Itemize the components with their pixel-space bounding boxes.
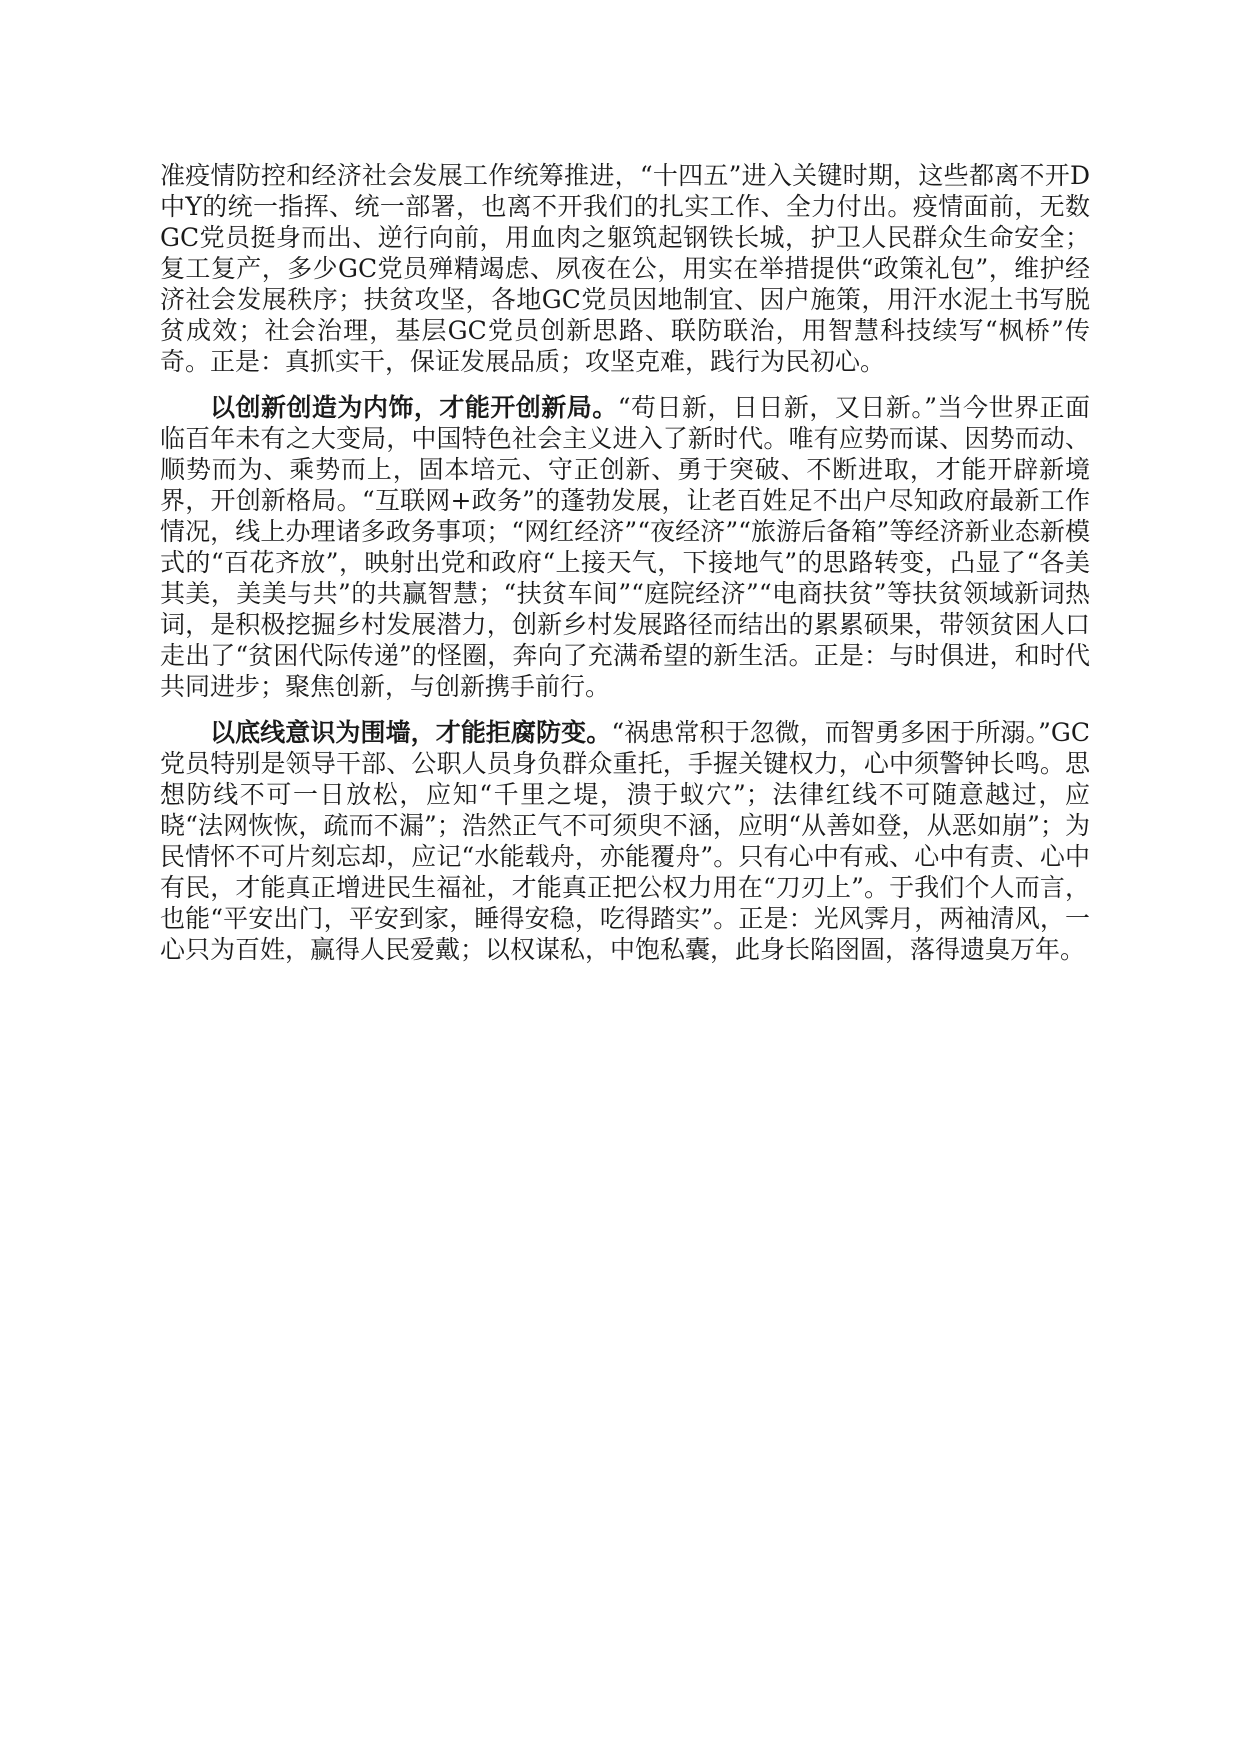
paragraph-2 — [160, 392, 1090, 702]
paragraph-3-lead: 以底线意识为围墙，才能拒腐防变。 — [210, 718, 612, 747]
paragraph-3 — [160, 717, 1090, 965]
paragraph-2-text: “苟日新，日日新，又日新。”当今世界正面临百年未有之大变局，中国特色社会主义进入了新时代。唯有应势而谋、因势而动、顺势而为、乘势而上，固本培元、守正创新、勇于突破、不断进取，才能开辟新境界，开创新格局。“互联网+政务”的蓬勃发展，让老百姓足不出户尽知政府最新工作情况，线上办理诸多政务事项；“网红经济”“夜经济”“旅游后备箱”等经济新业态新模式的“百花齐放”，映射出党和政府“上接天气，下接地气”的思路转变，凸显了“各美其美，美美与共”的共赢智慧；“扶贫车间”“庭院经济”“电商扶贫”等扶贫领域新词热词，是积极挖掘乡村发展潜力，创新乡村发展路径而结出的累累硕果，带领贫困人口走出了“贫困代际传递”的怪圈，奔向了充满希望的新生活。正是：与时俱进，和时代共同进步；聚焦创新，与创新携手前行。 — [160, 393, 1090, 701]
paragraph-3-text: “祸患常积于忽微，而智勇多困于所溺。”GC党员特别是领导干部、公职人员身负群众重托，手握关键权力，心中须警钟长鸣。思想防线不可一日放松，应知“千里之堤，溃于蚁穴”；法律红线不可随意越过，应晓“法网恢恢，疏而不漏”；浩然正气不可须臾不涵，应明“从善如登，从恶如崩”；为民情怀不可片刻忘却，应记“水能载舟，亦能覆舟”。只有心中有戒、心中有责、心中有民，才能真正增进民生福祉，才能真正把公权力用在“刀刃上”。于我们个人而言，也能“平安出门，平安到家，睡得安稳，吃得踏实”。正是：光风霁月，两袖清风，一心只为百姓，赢得人民爱戴；以权谋私，中饱私囊，此身长陷囹圄，落得遗臭万年。 — [160, 718, 1090, 964]
paragraph-1-text: 准疫情防控和经济社会发展工作统筹推进，“十四五”进入关键时期，这些都离不开D中Y的统一指挥、统一部署，也离不开我们的扎实工作、全力付出。疫情面前，无数GC党员挺身而出、逆行向前，用血肉之躯筑起钢铁长城，护卫人民群众生命安全；复工复产，多少GC党员殚精竭虑、夙夜在公，用实在举措提供“政策礼包”，维护经济社会发展秩序；扶贫攻坚，各地GC党员因地制宜、因户施策，用汗水泥土书写脱贫成效；社会治理，基层GC党员创新思路、联防联治，用智慧科技续写“枫桥”传奇。正是：真抓实干，保证发展品质；攻坚克难，践行为民初心。 — [160, 161, 1090, 376]
paragraph-2-lead: 以创新创造为内饰，才能开创新局。 — [210, 393, 618, 422]
paragraph-1 — [160, 160, 1090, 377]
document-body — [160, 160, 1090, 980]
